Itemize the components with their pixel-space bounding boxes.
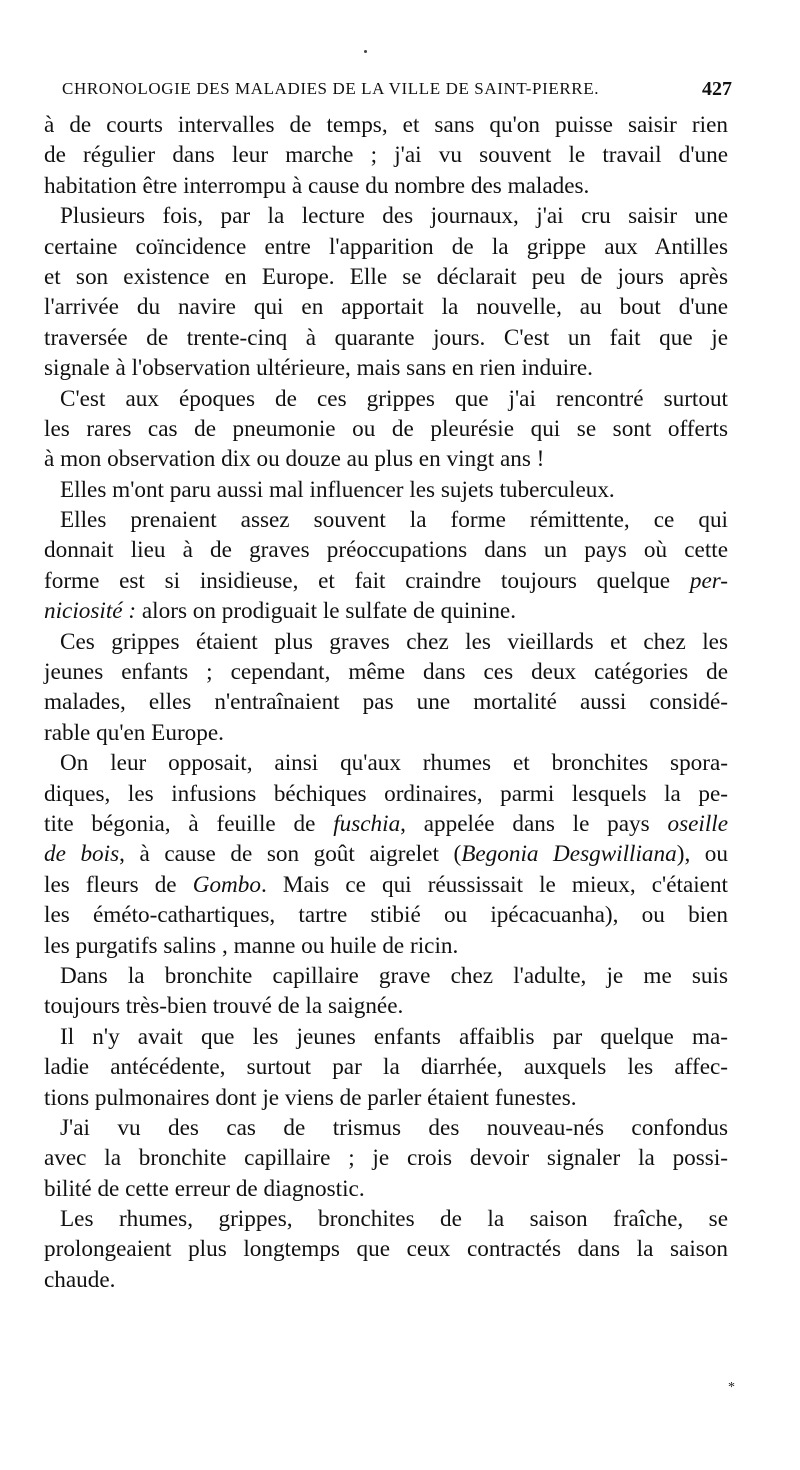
text-line: traversée de trente-cinq à quarante jours. C'est un fait que je	[44, 324, 728, 351]
text-line: ladie antécédente, surtout par la diarrhée, auxquels les affec-	[44, 1054, 728, 1081]
text-line: habitation être interrompu à cause du nombre des malades.	[44, 172, 590, 199]
italic-word: de bois	[44, 841, 120, 868]
line-text: forme est si insidieuse, et fait craindre toujours quelque	[44, 567, 671, 594]
text-line: prolongeaient plus longtemps que ceux contractés dans la saison	[44, 1236, 728, 1263]
text-line: J'ai vu des cas de trismus des nouveau-nés confondus	[60, 1114, 728, 1141]
text-line: tions pulmonaires dont je viens de parler étaient funestes.	[44, 1084, 577, 1111]
ink-speck	[364, 50, 367, 53]
text-line: les purgatifs salins , manne ou huile de ricin.	[44, 932, 459, 959]
text-line	[44, 809, 728, 839]
text-line: Il n'y avait que les jeunes enfants affaiblis par quelque ma-	[60, 1023, 728, 1050]
line-text: , appelée dans le pays	[400, 810, 650, 837]
text-line: C'est aux époques de ces grippes que j'ai rencontré surtout	[60, 385, 728, 412]
text-line: de régulier dans leur marche ; j'ai vu souvent le travail d'une	[44, 142, 728, 169]
italic-word: fuschia	[333, 810, 401, 837]
text-line: signale à l'observation ultérieure, mais sans en rien induire.	[44, 355, 593, 382]
text-line: l'arrivée du navire qui en apportait la nouvelle, au bout d'une	[44, 294, 728, 321]
asterisk-mark: *	[728, 1380, 735, 1395]
text-line: Plusieurs fois, par la lecture des journaux, j'ai cru saisir une	[60, 203, 728, 230]
page-header	[62, 74, 732, 104]
text-line: les éméto-cathartiques, tartre stibié ou ipécacuanha), ou bien	[44, 902, 728, 929]
text-line	[44, 566, 728, 596]
running-title: CHRONOLOGIE DES MALADIES DE LA VILLE DE SAINT-PIERRE.	[62, 79, 600, 98]
italic-word: Begonia Desgwilliana	[461, 841, 677, 868]
text-line: Elles prenaient assez souvent la forme rémittente, ce qui	[60, 507, 728, 534]
text-line	[44, 596, 728, 626]
text-line: Les rhumes, grippes, bronchites de la saison fraîche, se	[60, 1206, 728, 1233]
italic-word: oseille	[667, 810, 729, 837]
body-text	[44, 110, 728, 1295]
text-line: donnait lieu à de graves préoccupations dans un pays où cette	[44, 537, 728, 564]
text-line	[44, 839, 728, 869]
italic-word: niciosité :	[44, 598, 137, 625]
text-line: certaine coïncidence entre l'apparition de la grippe aux Antilles	[44, 233, 728, 260]
text-line: diques, les infusions béchiques ordinaires, parmi lesquels la pe-	[44, 780, 728, 807]
line-text: . Mais ce qui réussissait le mieux, c'étaient	[260, 871, 729, 898]
text-line: jeunes enfants ; cependant, même dans ces deux catégories de	[44, 659, 728, 686]
text-line: rable qu'en Europe.	[44, 719, 224, 746]
line-text: tite bégonia, à feuille de	[44, 810, 316, 837]
page-number: 427	[702, 78, 732, 100]
text-line: bilité de cette erreur de diagnostic.	[44, 1175, 365, 1202]
line-text: alors on prodiguait le sulfate de quinine.	[141, 598, 517, 625]
text-line: Ces grippes étaient plus graves chez les vieillards et chez les	[60, 628, 728, 655]
text-line: chaude.	[44, 1266, 116, 1293]
text-line: toujours très-bien trouvé de la saignée.	[44, 993, 404, 1020]
line-text: ), ou	[676, 841, 728, 868]
line-text: , à cause de son goût aigrelet (	[119, 841, 462, 868]
text-line: malades, elles n'entraînaient pas une mortalité aussi considé-	[44, 689, 728, 716]
text-line: Elles m'ont paru aussi mal influencer les sujets tuberculeux.	[60, 476, 615, 503]
text-line: et son existence en Europe. Elle se déclarait peu de jours après	[44, 263, 728, 290]
text-line	[44, 870, 728, 900]
text-line: à de courts intervalles de temps, et sans qu'on puisse saisir rien	[44, 112, 728, 138]
italic-word: per-	[689, 567, 729, 594]
text-line: à mon observation dix ou douze au plus en vingt ans !	[44, 446, 545, 473]
text-line: les rares cas de pneumonie ou de pleurésie qui se sont offerts	[44, 415, 728, 442]
text-line: avec la bronchite capillaire ; je crois devoir signaler la possi-	[44, 1145, 728, 1172]
text-line: On leur opposait, ainsi qu'aux rhumes et bronchites spora-	[60, 750, 728, 777]
line-text: les fleurs de	[44, 871, 177, 898]
italic-word: Gombo	[192, 871, 261, 898]
text-line: Dans la bronchite capillaire grave chez l'adulte, je me suis	[60, 962, 728, 989]
